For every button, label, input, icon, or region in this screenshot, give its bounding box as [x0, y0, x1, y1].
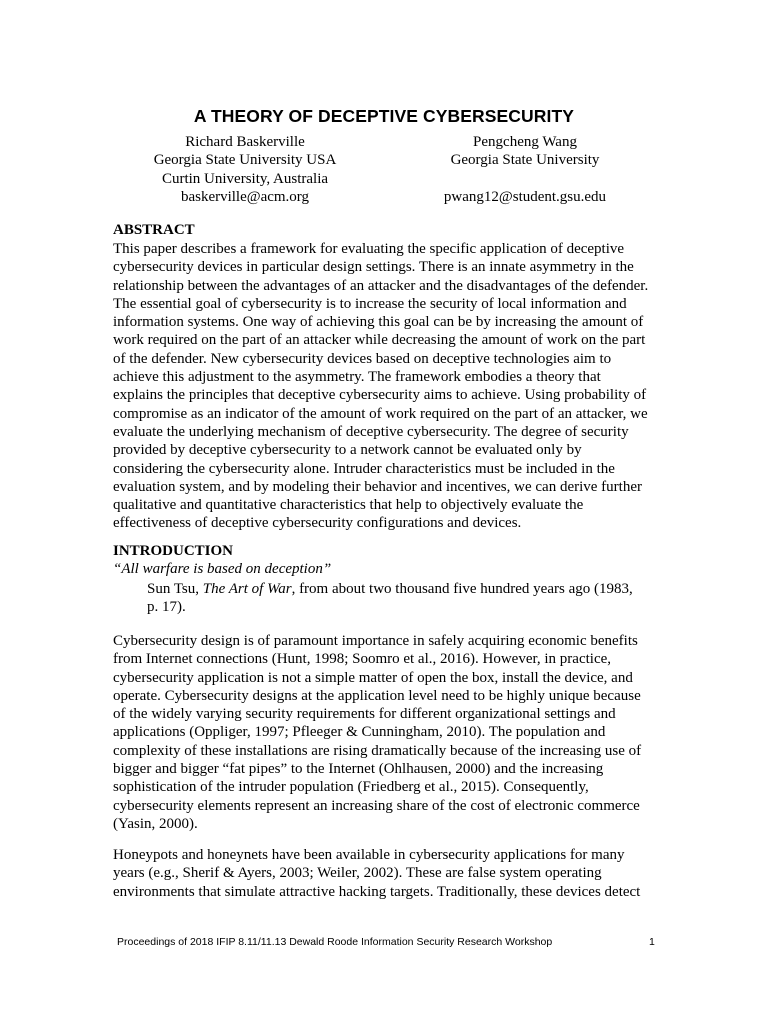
paragraph-line: (Yasin, 2000). [113, 815, 198, 832]
abstract-body [113, 240, 658, 533]
paragraph-line: Cybersecurity design is of paramount importance in safely acquiring economic benefits [113, 633, 638, 649]
epigraph-quote: “All warfare is based on deception” [113, 561, 332, 577]
abstract-line: achieve this adjustment to the asymmetry. The framework embodies a theory that [113, 369, 601, 386]
abstract-line: evaluate the underlying mechanism of deceptive cybersecurity. The degree of security [113, 423, 629, 440]
epigraph-citation [147, 580, 667, 617]
author-email: baskerville@acm.org [180, 188, 310, 205]
abstract-line: cybersecurity devices in particular design settings. There is an innate asymmetry in the [113, 259, 634, 276]
author-email: pwang12@student.gsu.edu [443, 188, 607, 205]
citation-line [147, 580, 667, 598]
citation-prefix: Sun Tsu, [147, 581, 203, 597]
citation-work-title: The Art of War [202, 581, 292, 597]
paragraph-line: sophistication of the intruder population (Friedberg et al., 2015). Consequently, [113, 779, 589, 796]
abstract-line: of the defender. New cybersecurity devices based on deceptive technologies aim to [113, 350, 612, 367]
paragraph-line: applications (Oppliger, 1997; Pfleeger & Cunningham, 2010). The population and [113, 724, 606, 741]
abstract-line: This paper describes a framework for evaluating the specific application of deceptive [113, 241, 625, 257]
abstract-line: considering the cybersecurity alone. Intruder characteristics must be included in the [113, 460, 615, 477]
abstract-line: relationship between the advantages of an attacker and the disadvantages of the defender. [113, 277, 649, 294]
introduction-paragraph-2 [113, 846, 658, 901]
abstract-line: information systems. One way of achieving this goal can be by increasing the amount of [113, 314, 644, 331]
author-name: Richard Baskerville [185, 134, 305, 150]
abstract-line: provided by deceptive cybersecurity to a network cannot be evaluated only by [113, 442, 582, 459]
paragraph-line: complexity of these installations are rising dramatically because of the increasing use of [113, 742, 642, 759]
abstract-line: work required on the part of an attacker while decreasing the amount of work on the part [113, 332, 646, 349]
abstract-line: explains the principles that deceptive cybersecurity aims to achieve. Using probability of [113, 387, 647, 404]
abstract-line: qualitative and quantitative characteristics that help to objectively evaluate the [113, 497, 584, 514]
paragraph-line: cybersecurity application is not a simple matter of open the box, install the device, and [113, 669, 633, 686]
abstract-heading: ABSTRACT [113, 222, 195, 238]
paragraph-line: environments that simulate attractive hacking targets. Traditionally, these devices detect [113, 883, 641, 900]
citation-suffix: , from about two thousand five hundred years ago (1983, [291, 581, 633, 597]
citation-line: p. 17). [147, 599, 186, 616]
paragraph-line: years (e.g., Sherif & Ayers, 2003; Weiler, 2002). These are false system operating [113, 865, 602, 882]
abstract-line: The essential goal of cybersecurity is to increase the security of local information and [113, 295, 627, 312]
author-block-2 [415, 133, 635, 206]
author-spacer [415, 170, 635, 188]
paragraph-line: Honeypots and honeynets have been available in cybersecurity applications for many [113, 847, 625, 863]
introduction-heading: INTRODUCTION [113, 543, 234, 559]
paragraph-line: from Internet connections (Hunt, 1998; Soomro et al., 2016). However, in practice, [113, 651, 612, 668]
author-name: Pengcheng Wang [473, 134, 577, 150]
page-footer: Proceedings of 2018 IFIP 8.11/11.13 Dewald Roode Information Security Research Workshop [117, 936, 553, 948]
author-affiliation: Georgia State University USA [153, 152, 337, 169]
page-number: 1 [649, 936, 655, 948]
introduction-paragraph-1 [113, 632, 658, 833]
abstract-line: effectiveness of deceptive cybersecurity configurations and devices. [113, 515, 522, 532]
paper-title: A THEORY OF DECEPTIVE CYBERSECURITY [193, 106, 575, 126]
author-affiliation: Curtin University, Australia [161, 170, 329, 187]
author-affiliation: Georgia State University [450, 152, 600, 169]
paragraph-line: cybersecurity elements represent an increasing share of the cost of electronic commerce [113, 797, 640, 814]
author-block-1 [135, 133, 355, 206]
paragraph-line: of the widely varying security requirements for different organizational settings and [113, 706, 616, 723]
abstract-line: compromise as an indicator of the amount of work required on the part of an attacker, we [113, 405, 648, 422]
paragraph-line: bigger and bigger “fat pipes” to the Internet (Ohlhausen, 2000) and the increasing [113, 761, 604, 778]
abstract-line: evaluation system, and by modeling their behavior and incentives, we can derive further [113, 478, 642, 495]
paragraph-line: operate. Cybersecurity designs at the application level need to be highly unique because [113, 687, 641, 704]
